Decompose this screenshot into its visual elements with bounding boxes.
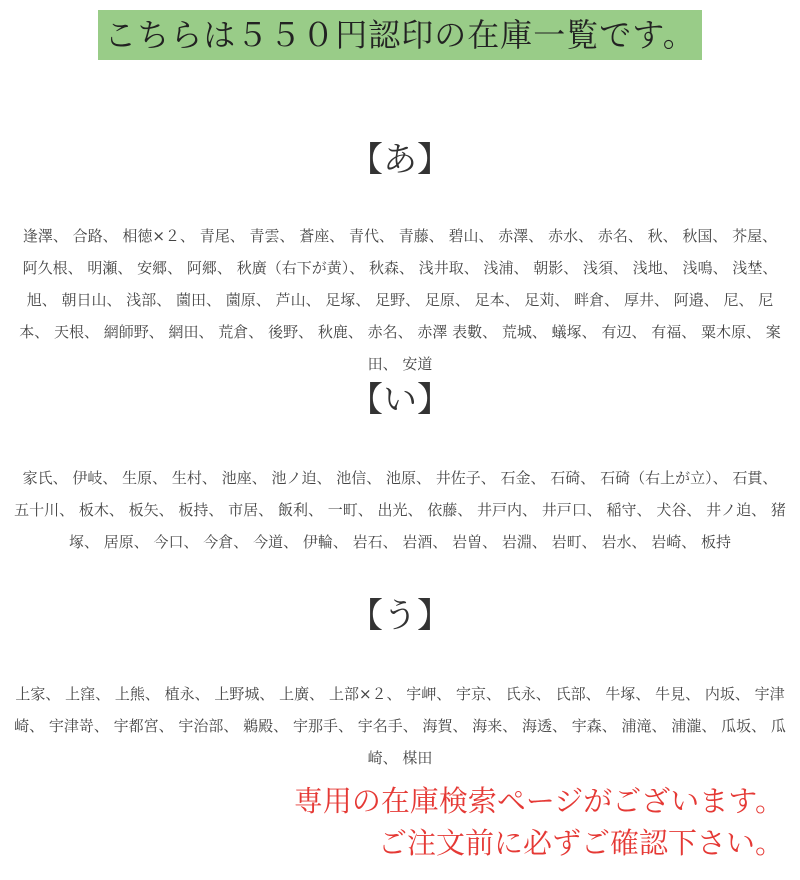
name-list-u: 上家、 上窪、 上熊、 植永、 上野城、 上廣、 上部×２、 宇岬、 宇京、 氏永、 氏部、 牛塚、 牛見、 内坂、 宇津崎、 宇津嵜、 宇都宮、 宇治部、 鵜殿、 宇那手、 宇名手、 海賀、 海来、 海透、 宇森、 浦滝、 浦瀧、 瓜坂、 瓜崎、 楳田 [14,685,786,767]
name-list-i: 家氏、 伊岐、 生原、 生村、 池座、 池ノ迫、 池信、 池原、 井佐子、 石金、 石碕、 石碕（右上が立）、 石貫、 五十川、 板木、 板矢、 板持、 市居、 飯利、 一町、 出光、 依藤、 井戸内、 井戸口、 稲守、 犬谷、 井ノ迫、 猪塚、 居原、 今口、 今倉、 今道、 伊輪、 岩石、 岩酒、 岩曽、 岩淵、 岩町、 岩水、 岩崎、 板持 [14,469,786,551]
notice-line-1: 専用の在庫検索ページがございます。 [293,784,784,818]
section-heading-a: 【あ】 [349,140,451,180]
section-i [14,380,786,558]
section-a [14,140,786,380]
page-title: こちらは５５０円認印の在庫一覧です。 [98,10,701,60]
section-heading-i: 【い】 [349,380,451,420]
section-heading-u: 【う】 [349,596,451,636]
notice-line-2: ご注文前に必ずご確認下さい。 [377,826,784,860]
section-u [14,596,786,774]
name-list-a: 逢澤、 合路、 相徳×２、 青尾、 青雲、 蒼座、 青代、 青藤、 碧山、 赤澤、 赤水、 赤名、 秋、 秋国、 芥屋、 阿久根、 明瀬、 安郷、 阿郷、 秋廣（右下が黄）、 秋森、 浅井取、 浅浦、 朝影、 浅須、 浅地、 浅鳴、 浅埜、 旭、 朝日山、 浅部、 薗田、 薗原、 芦山、 足塚、 足野、 足原、 足本、 足苅、 畔倉、 厚井、 阿邉、 尼、 尼本、 天根、 網師野、 網田、 荒倉、 後野、 秋鹿、 赤名、 赤澤 表數、 荒城、 蟻塚、 有辺、 有福、 粟木原、 案田、 安道 [19,227,781,373]
stock-search-notice [4,780,784,864]
title-wrapper [0,10,800,60]
